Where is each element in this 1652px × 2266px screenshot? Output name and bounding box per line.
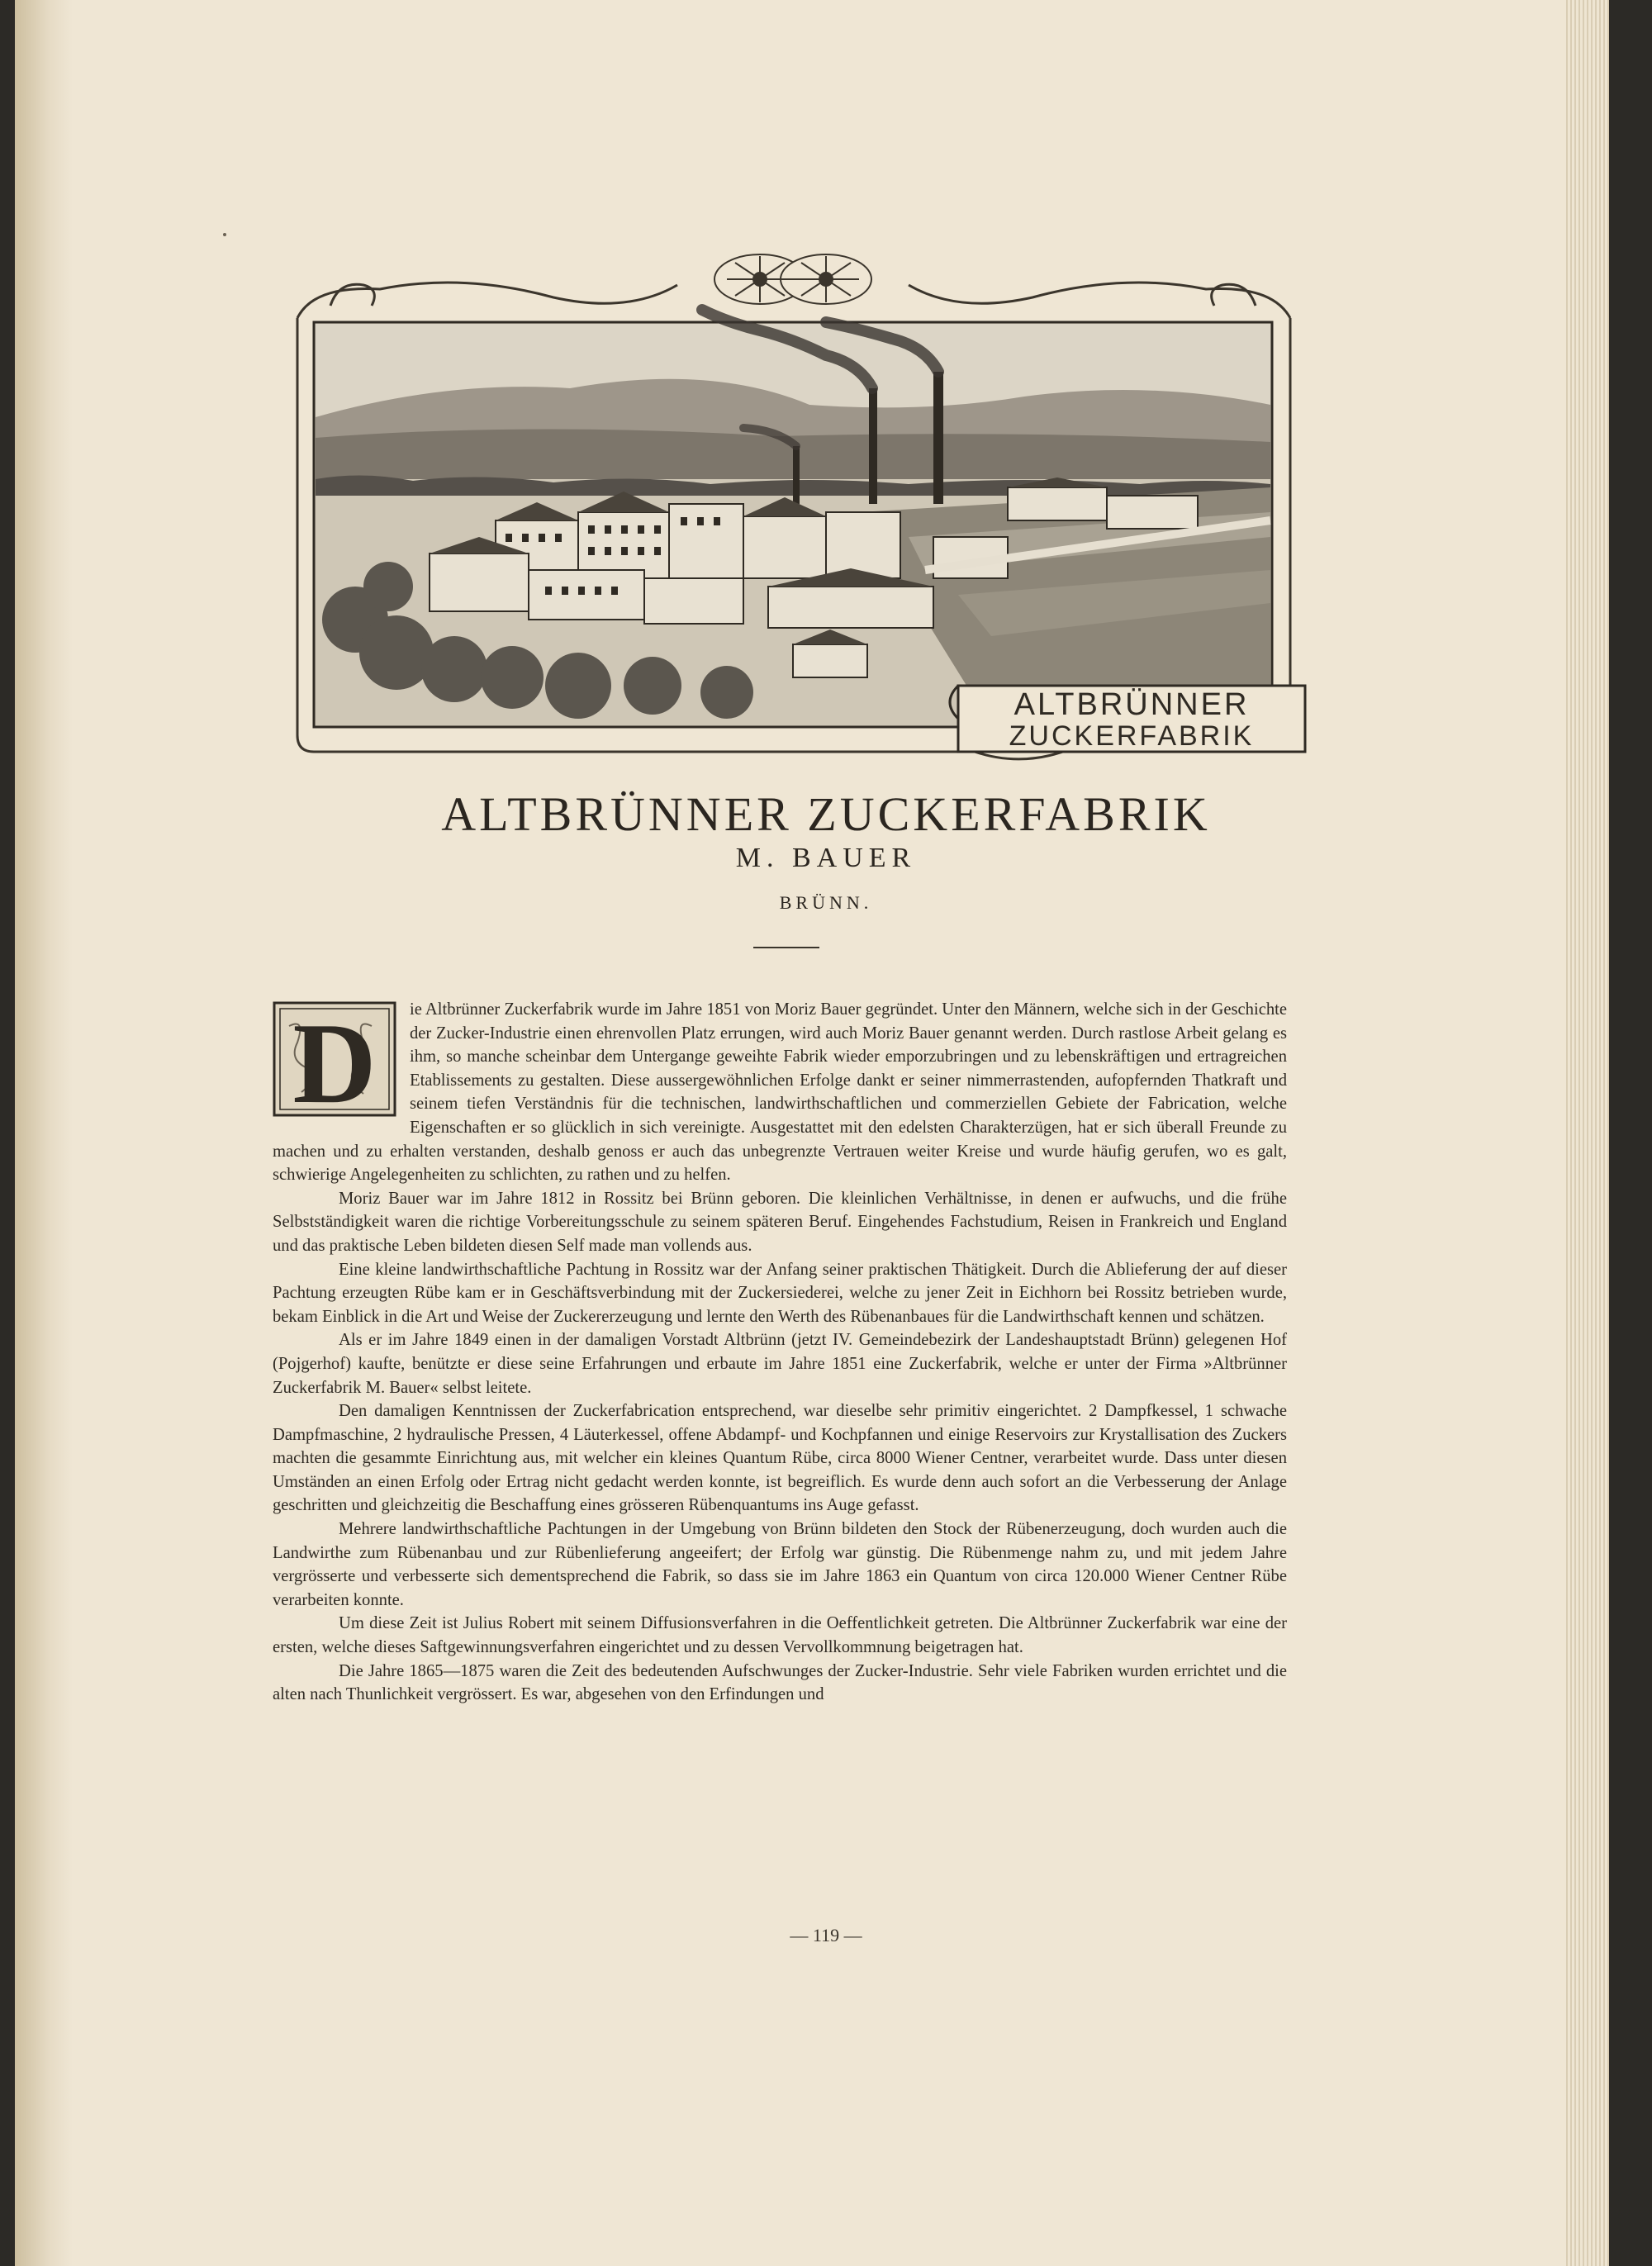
dropcap-initial	[273, 1001, 396, 1117]
company-owner: M. BAUER	[735, 843, 917, 873]
factory-scene	[314, 310, 1272, 727]
paragraph-7: Um diese Zeit ist Julius Robert mit seinem Diffusionsverfahren in die Oeffentlichkeit getreten. Die Altbrünner Zuckerfabrik war eine der ersten, welche dieses Saftgewinnungsverfahren eingerichtet und zu dessen Vervollkommnung beigetragen hat.	[273, 1614, 1287, 1657]
dropcap-letter: D	[292, 1001, 377, 1117]
paragraph-4: Als er im Jahre 1849 einen in der damaligen Vorstadt Altbrünn (jetzt IV. Gemeindebezirk der Landeshauptstadt Brünn) gelegenen Hof (Pojgerhof) kaufte, benützte er diese seine Erfahrungen und erbaute im Jahre 1851 eine Zuckerfabrik, welche er unter der Firma »Altbrünner Zuckerfabrik M. Bauer« selbst leitete.	[273, 1331, 1287, 1397]
title-divider	[753, 947, 819, 948]
paragraph-5: Den damaligen Kenntnissen der Zuckerfabrication entsprechend, war dieselbe sehr primitiv eingerichtet. 2 Dampfkessel, 1 schwache Dampfmaschine, 2 hydraulische Pressen, 4 Läuterkessel, offene Abdampf- und Kochpfannen und einige Reservoirs zur Krystallisation des Zuckers machten die gesammte Einrichtung aus, mit welcher ein kleines Quantum Rübe, circa 8000 Wiener Centner, verarbeitet wurde. Dass unter diesen Umständen an einen Erfolg oder Ertrag nicht gedacht werden konnte, ist begreiflich. Es wurde denn auch sofort an die Verbesserung der Anlage geschritten und gleichzeitig die Beschaffung eines grösseren Rübenquantums ins Auge gefasst.	[273, 1402, 1287, 1515]
company-location: BRÜNN.	[779, 892, 873, 913]
paper-speck	[223, 233, 226, 236]
factory-illustration	[281, 240, 1322, 768]
page-number: — 119 —	[790, 1925, 862, 1945]
article-body	[273, 998, 1287, 1707]
company-sign	[950, 686, 1305, 752]
flower-ornament	[714, 254, 871, 304]
page-title: ALTBRÜNNER ZUCKERFABRIK	[441, 787, 1211, 841]
paragraph-6: Mehrere landwirthschaftliche Pachtungen in der Umgebung von Brünn bildeten den Stock der Rübenerzeugung, doch wurden auch die Landwirthe zum Rübenanbau und zur Rübenlieferung angeeifert; der Erfolg war günstig. Die Rübenmenge nahm zu, und mit jedem Jahre vergrösserte und verbesserte sich dementsprechend die Fabrik, so dass sie im Jahre 1863 ein Quantum von circa 120.000 Wiener Centner Rübe verarbeiten konnte.	[273, 1520, 1287, 1609]
sign-line-2: ZUCKERFABRIK	[1009, 720, 1255, 752]
paragraph-3: Eine kleine landwirthschaftliche Pachtung in Rossitz war der Anfang seiner praktischen Thätigkeit. Durch die Ablieferung der auf dieser Pachtung erzeugten Rübe kam er in Geschäftsverbindung mit der Zuckersiederei, welche zu jener Zeit in Eichhorn bei Rossitz betrieben wurde, bekam Einblick in die Art und Weise der Zuckererzeugung und lernte den Werth des Rübenanbaues für die Landwirthschaft kennen und schätzen.	[273, 1260, 1287, 1326]
paragraph-2: Moriz Bauer war im Jahre 1812 in Rossitz bei Brünn geboren. Die kleinlichen Verhältnisse, in denen er aufwuchs, und die frühe Selbstständigkeit waren die richtige Vorbereitungsschule zu seinem späteren Beruf. Eingehendes Fachstudium, Reisen in Frankreich und England und das praktische Leben bildeten diesen Self made man vollends aus.	[273, 1189, 1287, 1255]
paragraph-1: ie Altbrünner Zuckerfabrik wurde im Jahre 1851 von Moriz Bauer gegründet. Unter den Männern, welche sich in der Geschichte der Zucker-Industrie einen ehrenvollen Platz errungen, wird auch Moriz Bauer genannt werden. Durch rastlose Arbeit gelang es ihm, so manche scheinbar dem Untergange geweihte Fabrik wieder emporzubringen und zu lebenskräftigen und ertragreichen Etablissements zu gestalten. Diese aussergewöhnlichen Erfolge dankt er seiner nimmerrastenden, aufopfernden Thatkraft und seinem tiefen Verständnis für die technischen, landwirthschaftlichen und commerziellen Gebiete der Fabrication, welche Eigenschaften er so glücklich in sich vereinigte. Ausgestattet mit den edelsten Charakterzügen, hat er sich überall Freunde zu machen und zu erhalten verstanden, deshalb genoss er auch das unbegrenzte Vertrauen weiter Kreise und wurde häufig gerufen, wo es galt, schwierige Angelegenheiten zu schlichten, zu rathen und zu helfen.	[273, 1000, 1287, 1185]
paragraph-8: Die Jahre 1865—1875 waren die Zeit des bedeutenden Aufschwunges der Zucker-Industrie. Sehr viele Fabriken wurden errichtet und die alten nach Thunlichkeit vergrössert. Es war, abgesehen von den Erfindungen und	[273, 1661, 1287, 1704]
sign-line-1: ALTBRÜNNER	[1014, 687, 1250, 722]
